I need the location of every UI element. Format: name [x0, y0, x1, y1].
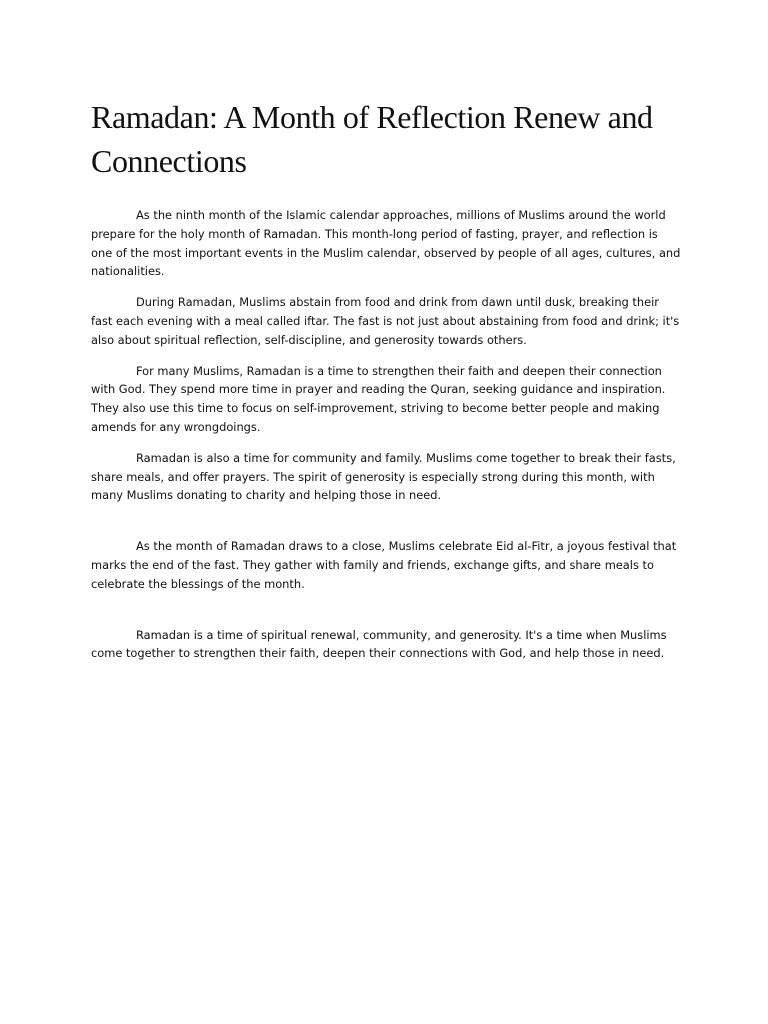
paragraph-2: During Ramadan, Muslims abstain from food and drink from dawn until dusk, breaking their fast each evening with a meal called iftar. The fast is not just about abstaining from food and drink; it's also about spiritual reflection, self-discipline, and generosity towards others.	[91, 295, 680, 347]
document-body	[91, 206, 681, 675]
paragraph-4: Ramadan is also a time for community and family. Muslims come together to break their fasts, share meals, and offer prayers. The spirit of generosity is especially strong during this month, with many Muslims donating to charity and helping those in need.	[91, 450, 676, 503]
paragraph-6: Ramadan is a time of spiritual renewal, community, and generosity. It's a time when Muslims come together to strengthen their faith, deepen their connections with God, and help those in need.	[91, 627, 667, 661]
document-title: Ramadan: A Month of Reflection Renew and Connections	[91, 99, 653, 179]
paragraph-3: For many Muslims, Ramadan is a time to strengthen their faith and deepen their connection with God. They spend more time in prayer and reading the Quran, seeking guidance and inspiration. They also use this time to focus on self-improvement, striving to become better people and making amends for any wrongdoings.	[91, 363, 666, 434]
paragraph-1: As the ninth month of the Islamic calendar approaches, millions of Muslims around the world prepare for the holy month of Ramadan. This month-long period of fasting, prayer, and reflection is one of the most important events in the Muslim calendar, observed by people of all ages, cultures, and nationalities.	[91, 208, 681, 279]
paragraph-5: As the month of Ramadan draws to a close, Muslims celebrate Eid al-Fitr, a joyous festival that marks the end of the fast. They gather with family and friends, exchange gifts, and share meals to celebrate the blessings of the month.	[91, 539, 677, 591]
